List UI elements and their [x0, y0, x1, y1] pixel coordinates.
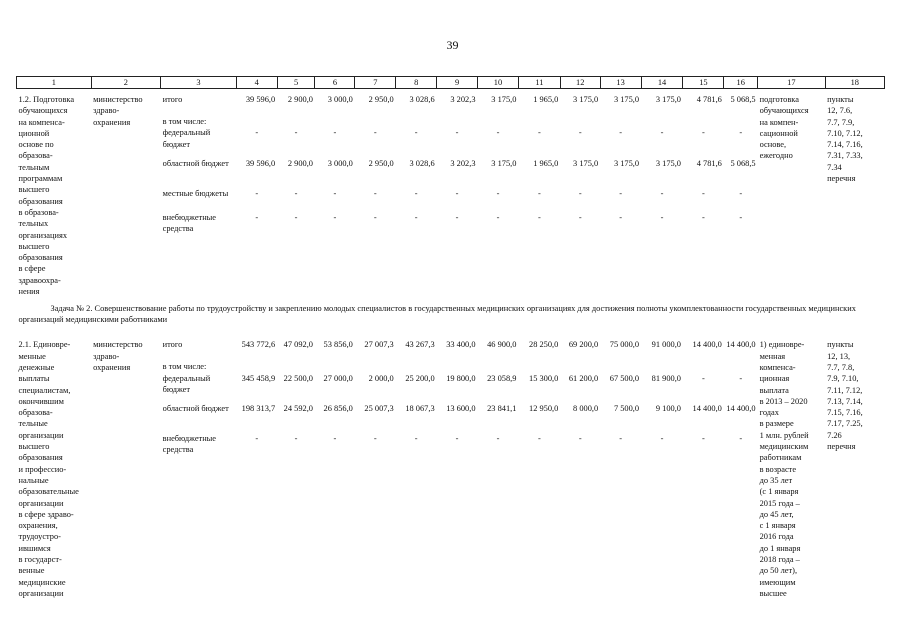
- column-number-cell: 15: [683, 77, 724, 89]
- amount-cell: 15 300,0: [529, 373, 559, 383]
- executor-name-line: здраво-: [93, 351, 120, 361]
- amount-cell: -: [373, 212, 377, 222]
- activity-name-line: венные: [18, 566, 45, 576]
- amount-cell: 23 841,1: [487, 403, 517, 413]
- activity-name-line: в сфере здраво-: [18, 509, 74, 519]
- activity-name-line: тельным: [18, 162, 50, 172]
- source-label: местные бюджеты: [162, 188, 229, 198]
- activity-name-line: охранения,: [18, 521, 58, 531]
- amount-cell: 1 965,0: [533, 158, 559, 168]
- amount-cell: -: [702, 188, 705, 198]
- column-number-cell: 5: [277, 77, 315, 89]
- amount-cell: 4 781,6: [696, 95, 722, 104]
- amount-cell: -: [294, 212, 298, 222]
- program-points-line: 7.17, 7.25,: [827, 419, 863, 429]
- activity-name-line: в сфере: [18, 264, 46, 274]
- activity-name-line: образования: [18, 253, 63, 263]
- activity-name-line: выплаты: [18, 374, 50, 384]
- amount-cell: -: [294, 433, 298, 443]
- task-2-heading: Задача № 2. Совершенствование работы по трудоустройству и закреплению молодых специалистов в государственных медицинских организациях для достижения полноты укомплектованности государственных медицинских организаций медицинскими работниками: [18, 304, 856, 325]
- amount-cell: 69 200,0: [568, 340, 599, 350]
- column-number-cell: 8: [396, 77, 437, 89]
- amount-cell: 14 400,0: [726, 403, 756, 413]
- activity-name-line: высшего: [18, 185, 50, 195]
- amount-cell: 12 950,0: [529, 403, 559, 413]
- amount-cell: [396, 116, 437, 127]
- amount-cell: 3 175,0: [491, 95, 517, 104]
- amount-cell: -: [333, 212, 337, 222]
- amount-cell: -: [702, 128, 705, 138]
- amount-cell: -: [702, 373, 705, 383]
- amount-cell: 46 900,0: [487, 340, 517, 350]
- expected-result-line: обучающихся: [759, 106, 809, 116]
- program-points-line: 7.26: [827, 430, 842, 440]
- activity-name-line: нения: [18, 287, 40, 297]
- executor-name-line: здраво-: [93, 106, 120, 116]
- amount-cell: -: [660, 212, 664, 222]
- executor-name: [91, 339, 161, 602]
- amount-cell: [600, 116, 641, 127]
- program-points-line: 7.7, 7.9,: [827, 117, 855, 127]
- executor-name-line: охранения: [93, 362, 131, 372]
- activity-name: [17, 339, 92, 602]
- column-number-cell: 3: [161, 77, 237, 89]
- amount-cell: -: [414, 212, 418, 222]
- amount-cell: [560, 361, 600, 372]
- expected-result-line: 1 млн. рублей: [759, 430, 809, 440]
- amount-cell: 19 800,0: [446, 373, 476, 383]
- amount-cell: -: [660, 188, 664, 198]
- financing-row: [17, 94, 885, 116]
- amount-cell: -: [455, 128, 459, 138]
- amount-cell: [518, 116, 560, 127]
- expected-result-line: основе,: [759, 140, 787, 150]
- expected-result-line: с 1 января: [759, 521, 796, 531]
- amount-cell: -: [660, 433, 664, 443]
- amount-cell: 3 175,0: [655, 95, 681, 104]
- amount-cell: [478, 361, 519, 372]
- column-number-cell: 18: [825, 77, 884, 89]
- activity-name-line: образования: [18, 196, 63, 206]
- source-label: федеральный бюджет: [162, 128, 211, 149]
- expected-result: [758, 339, 825, 602]
- activity-name-line: окончившим: [18, 396, 64, 406]
- amount-cell: 25 200,0: [405, 373, 435, 383]
- amount-cell: -: [578, 212, 582, 222]
- amount-cell: 3 028,6: [409, 95, 435, 104]
- amount-cell: 18 067,3: [405, 403, 435, 413]
- amount-cell: -: [414, 128, 418, 138]
- program-points: [825, 339, 884, 602]
- amount-cell: -: [496, 212, 500, 222]
- amount-cell: 3 175,0: [655, 158, 681, 168]
- amount-cell: 91 000,0: [651, 340, 681, 350]
- column-number-cell: 10: [478, 77, 519, 89]
- amount-cell: -: [739, 373, 743, 383]
- expected-result-line: 2018 года –: [759, 554, 800, 564]
- amount-cell: 14 400,0: [692, 340, 722, 350]
- activity-name-line: ившимся: [18, 543, 51, 553]
- amount-cell: -: [537, 188, 541, 198]
- program-points-line: пункты: [827, 340, 854, 350]
- executor-name-line: министерство: [93, 95, 143, 104]
- amount-cell: 2 000,0: [368, 373, 394, 383]
- program-points-line: 7.11, 7.12,: [827, 385, 863, 395]
- amount-cell: -: [537, 433, 541, 443]
- column-number-cell: 1: [17, 77, 92, 89]
- amount-cell: [437, 361, 478, 372]
- amount-cell: 47 092,0: [283, 340, 313, 350]
- expected-result-line: компенса-: [759, 362, 796, 372]
- activity-name-line: денежные: [18, 362, 55, 372]
- amount-cell: 23 058,9: [487, 373, 517, 383]
- activity-name-line: и профессио-: [18, 464, 67, 474]
- column-number-cell: 12: [560, 77, 600, 89]
- program-points-line: 12, 7.6,: [827, 106, 853, 116]
- source-label: внебюджетные средства: [162, 433, 217, 454]
- amount-cell: 3 175,0: [573, 95, 599, 104]
- source-label: итого: [162, 340, 183, 350]
- amount-cell: -: [294, 128, 298, 138]
- amount-cell: 3 000,0: [327, 95, 353, 104]
- expected-result-line: выплата: [759, 385, 789, 395]
- amount-cell: 2 900,0: [287, 158, 313, 168]
- expected-result-line: менная: [759, 351, 786, 361]
- expected-result-line: до 45 лет,: [759, 509, 794, 519]
- amount-cell: 61 200,0: [568, 373, 599, 383]
- expected-result: [758, 94, 825, 297]
- activity-name-line: организациях: [18, 230, 68, 240]
- expected-result-line: 1) единовре-: [759, 340, 805, 350]
- amount-cell: -: [496, 188, 500, 198]
- amount-cell: [724, 116, 758, 127]
- amount-cell: -: [414, 433, 418, 443]
- amount-cell: 28 250,0: [529, 340, 559, 350]
- column-number-row: [17, 77, 885, 89]
- amount-cell: -: [739, 433, 743, 443]
- amount-cell: 5 068,5: [730, 95, 756, 104]
- amount-cell: -: [333, 128, 337, 138]
- activity-name-line: в государст-: [18, 554, 62, 564]
- column-number-cell: 13: [600, 77, 641, 89]
- amount-cell: 81 900,0: [651, 373, 681, 383]
- activity-name-line: специалистам,: [18, 385, 71, 395]
- amount-cell: 543 772,6: [241, 340, 276, 350]
- activity-name-line: основе по: [18, 140, 54, 150]
- amount-cell: -: [619, 212, 623, 222]
- program-points-line: 7.7, 7.8,: [827, 362, 855, 372]
- program-points-line: 12, 13,: [827, 351, 851, 361]
- amount-cell: 1 965,0: [533, 95, 559, 104]
- amount-cell: -: [255, 128, 259, 138]
- amount-cell: [396, 361, 437, 372]
- amount-cell: [355, 361, 396, 372]
- amount-cell: 2 950,0: [368, 95, 394, 104]
- amount-cell: -: [414, 188, 418, 198]
- amount-cell: 4 781,6: [696, 158, 722, 168]
- expected-result-line: годах: [759, 408, 779, 418]
- amount-cell: 25 007,3: [364, 403, 394, 413]
- amount-cell: 3 175,0: [613, 158, 640, 168]
- activity-name-line: 2.1. Единовре-: [18, 340, 71, 350]
- activity-name-line: медицинские: [18, 577, 66, 587]
- source-label: областной бюджет: [162, 403, 229, 413]
- amount-cell: 14 400,0: [692, 403, 722, 413]
- expected-result-line: на компен-: [759, 117, 799, 127]
- amount-cell: -: [739, 128, 743, 138]
- amount-cell: [315, 116, 355, 127]
- program-points-line: пункты: [827, 95, 854, 104]
- expected-result-line: высшее: [759, 588, 787, 598]
- amount-cell: 5 068,5: [730, 158, 756, 168]
- amount-cell: -: [373, 128, 377, 138]
- amount-cell: -: [373, 433, 377, 443]
- amount-cell: -: [578, 433, 582, 443]
- amount-cell: -: [619, 433, 623, 443]
- amount-cell: 13 600,0: [446, 403, 476, 413]
- executor-name: [91, 94, 161, 297]
- amount-cell: 2 900,0: [287, 95, 313, 104]
- amount-cell: [518, 361, 560, 372]
- amount-cell: -: [255, 188, 259, 198]
- amount-cell: [641, 361, 683, 372]
- activity-name-line: образовательные: [18, 487, 79, 497]
- expected-result-line: в 2013 – 2020: [759, 396, 808, 406]
- expected-result-line: до 35 лет: [759, 475, 793, 485]
- activity-name-line: организации: [18, 588, 64, 598]
- amount-cell: 9 100,0: [655, 403, 681, 413]
- activity-name-line: ционной: [18, 128, 50, 138]
- expected-result-line: (с 1 января: [759, 487, 799, 497]
- expected-result-line: подготовка: [759, 95, 799, 104]
- program-points-line: 7.15, 7.16,: [827, 408, 863, 418]
- activity-name-line: программам: [18, 174, 63, 184]
- amount-cell: 3 000,0: [327, 158, 353, 168]
- amount-cell: 14 400,0: [726, 340, 756, 350]
- amount-cell: [478, 116, 519, 127]
- amount-cell: 345 458,9: [241, 373, 276, 383]
- amount-cell: [560, 116, 600, 127]
- amount-cell: [641, 116, 683, 127]
- page-number: 39: [446, 38, 459, 52]
- spacer-cell: [17, 331, 885, 339]
- program-points-line: перечня: [827, 174, 856, 184]
- expected-result-line: до 1 января: [759, 543, 801, 553]
- activity-name-line: нальные: [18, 475, 49, 485]
- amount-cell: [724, 361, 758, 372]
- program-points-line: перечня: [827, 442, 856, 452]
- activity-name-line: образова-: [18, 408, 53, 418]
- amount-cell: [683, 361, 724, 372]
- amount-cell: 3 202,3: [450, 158, 476, 168]
- program-points-line: 7.10, 7.12,: [827, 128, 863, 138]
- amount-cell: 75 000,0: [609, 340, 640, 350]
- financing-row: [17, 339, 885, 361]
- expected-result-line: в размере: [759, 419, 794, 429]
- column-number-cell: 11: [518, 77, 560, 89]
- amount-cell: 39 596,0: [245, 95, 276, 104]
- expected-result-line: работникам: [759, 453, 802, 463]
- column-number-cell: 9: [437, 77, 478, 89]
- amount-cell: [355, 116, 396, 127]
- expected-result-line: медицинским: [759, 442, 809, 452]
- source-label: в том числе:: [162, 362, 207, 372]
- amount-cell: 3 175,0: [573, 158, 599, 168]
- amount-cell: -: [294, 188, 298, 198]
- amount-cell: -: [660, 128, 664, 138]
- column-number-cell: 17: [758, 77, 825, 89]
- column-number-cell: 7: [355, 77, 396, 89]
- amount-cell: -: [739, 212, 743, 222]
- amount-cell: [277, 116, 315, 127]
- amount-cell: 7 500,0: [613, 403, 640, 413]
- amount-cell: -: [455, 188, 459, 198]
- amount-cell: -: [578, 128, 582, 138]
- amount-cell: 67 500,0: [609, 373, 640, 383]
- expected-result-line: в возрасте: [759, 464, 797, 474]
- amount-cell: 3 175,0: [491, 158, 517, 168]
- activity-name-line: трудоустро-: [18, 532, 61, 542]
- spacer-row: [17, 331, 885, 339]
- amount-cell: -: [496, 433, 500, 443]
- amount-cell: [236, 361, 277, 372]
- amount-cell: -: [578, 188, 582, 198]
- expected-result-line: сационной: [759, 128, 798, 138]
- amount-cell: 22 500,0: [283, 373, 313, 383]
- amount-cell: -: [333, 433, 337, 443]
- program-points-line: 7.9, 7.10,: [827, 374, 859, 384]
- activity-name-line: образования: [18, 453, 63, 463]
- amount-cell: -: [333, 188, 337, 198]
- amount-cell: -: [496, 128, 500, 138]
- expected-result-line: 2016 года: [759, 532, 794, 542]
- activity-name-line: тельные: [18, 419, 48, 429]
- activity-name-line: организации: [18, 498, 64, 508]
- expected-result-line: ежегодно: [759, 151, 793, 161]
- amount-cell: 3 175,0: [613, 95, 640, 104]
- amount-cell: 39 596,0: [245, 158, 276, 168]
- source-label: федеральный бюджет: [162, 373, 211, 394]
- column-number-cell: 2: [91, 77, 161, 89]
- amount-cell: 27 000,0: [323, 373, 353, 383]
- activity-name-line: менные: [18, 351, 46, 361]
- executor-name-line: министерство: [93, 340, 143, 350]
- expected-result-line: ционная: [759, 374, 790, 384]
- program-points: [825, 94, 884, 297]
- amount-cell: -: [702, 212, 705, 222]
- activity-name-line: высшего: [18, 241, 50, 251]
- program-points-line: 7.31, 7.33,: [827, 151, 863, 161]
- activity-name-line: высшего: [18, 442, 50, 452]
- task-row: [17, 297, 885, 331]
- amount-cell: 2 950,0: [368, 158, 394, 168]
- amount-cell: 8 000,0: [573, 403, 599, 413]
- amount-cell: [236, 116, 277, 127]
- amount-cell: -: [537, 212, 541, 222]
- program-points-line: 7.34: [827, 162, 842, 172]
- program-points-line: 7.13, 7.14,: [827, 396, 863, 406]
- activity-name-line: здравоохра-: [18, 275, 61, 285]
- amount-cell: -: [537, 128, 541, 138]
- activity-name: [17, 94, 92, 297]
- amount-cell: -: [455, 433, 459, 443]
- source-label: в том числе:: [162, 117, 207, 127]
- amount-cell: [600, 361, 641, 372]
- amount-cell: 198 313,7: [241, 403, 276, 413]
- amount-cell: [683, 116, 724, 127]
- source-label: итого: [162, 95, 183, 104]
- expected-result-line: до 50 лет),: [759, 566, 798, 576]
- activity-name-line: обучающихся: [18, 106, 68, 116]
- activity-name-line: 1.2. Подготовка: [18, 95, 75, 104]
- expected-result-line: имеющим: [759, 577, 796, 587]
- financing-table: [16, 76, 885, 603]
- column-number-cell: 4: [236, 77, 277, 89]
- source-label: внебюджетные средства: [162, 212, 217, 234]
- amount-cell: 27 007,3: [364, 340, 394, 350]
- activity-name-line: образова-: [18, 151, 53, 161]
- amount-cell: -: [255, 212, 259, 222]
- source-label: областной бюджет: [162, 158, 229, 168]
- amount-cell: 53 856,0: [323, 340, 353, 350]
- activity-name-line: организации: [18, 430, 64, 440]
- amount-cell: [315, 361, 355, 372]
- amount-cell: -: [255, 433, 259, 443]
- amount-cell: -: [373, 188, 377, 198]
- column-number-cell: 6: [315, 77, 355, 89]
- amount-cell: 24 592,0: [283, 403, 313, 413]
- amount-cell: 43 267,3: [405, 340, 435, 350]
- amount-cell: -: [702, 433, 705, 443]
- amount-cell: [277, 361, 315, 372]
- amount-cell: -: [739, 188, 743, 198]
- amount-cell: -: [619, 128, 623, 138]
- activity-name-line: на компенса-: [18, 117, 65, 127]
- amount-cell: 3 028,6: [409, 158, 435, 168]
- executor-name-line: охранения: [93, 117, 131, 127]
- amount-cell: 33 400,0: [446, 340, 476, 350]
- amount-cell: 3 202,3: [450, 95, 476, 104]
- program-points-line: 7.14, 7.16,: [827, 140, 863, 150]
- activity-name-line: в образова-: [18, 207, 59, 217]
- amount-cell: [437, 116, 478, 127]
- amount-cell: -: [619, 188, 623, 198]
- amount-cell: -: [455, 212, 459, 222]
- activity-name-line: тельных: [18, 219, 49, 229]
- amount-cell: 26 856,0: [323, 403, 353, 413]
- column-number-cell: 16: [724, 77, 758, 89]
- expected-result-line: 2015 года –: [759, 498, 800, 508]
- column-number-cell: 14: [641, 77, 683, 89]
